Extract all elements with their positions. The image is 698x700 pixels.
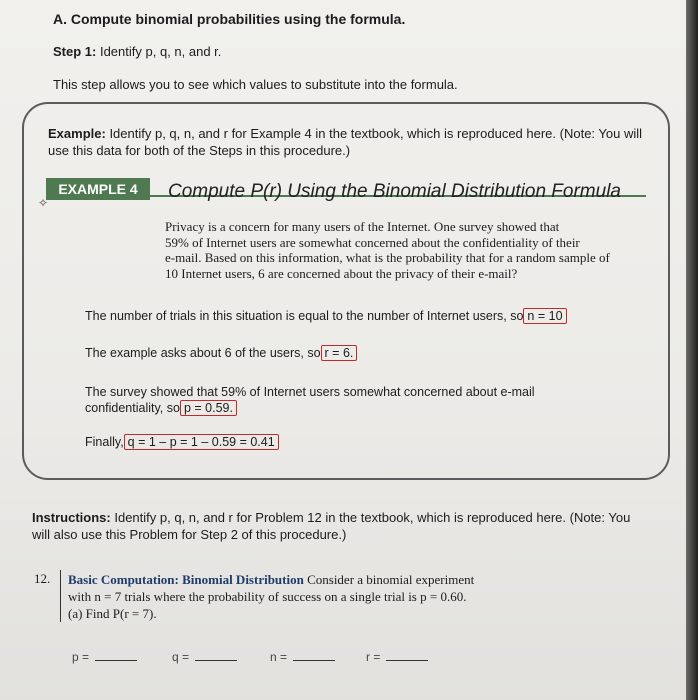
problem-line3: (a) Find P(r = 7). (68, 606, 157, 621)
sparkle-icon: ✧ (38, 196, 49, 210)
survey-answer: p = 0.59. (180, 400, 237, 416)
n-label: n = (270, 650, 288, 664)
r-label: r = (366, 650, 381, 664)
example-intro-line2: use this data for both of the Steps in this procedure.) (48, 143, 351, 158)
problem-text (68, 571, 668, 622)
final-answer: q = 1 – p = 1 – 0.59 = 0.41 (124, 434, 279, 450)
problem-line2: with n = 7 trials where the probability of success on a single trial is p = 0.60. (68, 589, 467, 604)
p-blank[interactable] (95, 660, 137, 661)
survey-line1: The survey showed that 59% of Internet users somewhat concerned about e-mail (85, 385, 535, 399)
problem-divider (60, 570, 61, 622)
instructions-line1: Identify p, q, n, and r for Problem 12 in the textbook, which is reproduced here. (Note: You (114, 510, 631, 525)
p-answer (72, 650, 137, 664)
example-tab: EXAMPLE 4 (46, 178, 150, 200)
problem-number: 12. (34, 571, 51, 586)
q-blank[interactable] (195, 660, 237, 661)
trials-text: The number of trials in this situation is equal to the number of Internet users, so (85, 309, 524, 323)
example-body (165, 219, 655, 281)
example-intro-label: Example: (48, 126, 106, 141)
problem-line1: Consider a binomial experiment (307, 572, 475, 587)
final-text: Finally, (85, 435, 124, 449)
trials-answer: n = 10 (523, 308, 566, 324)
q-answer (172, 650, 237, 664)
page-edge-shadow (686, 0, 698, 700)
example-intro-line1: Identify p, q, n, and r for Example 4 in the textbook, which is reproduced here. (Note: You will (109, 126, 643, 141)
p-label: p = (72, 650, 90, 664)
survey-line2: confidentiality, so (85, 401, 180, 415)
step-text: Identify p, q, n, and r. (99, 44, 222, 59)
users-text: The example asks about 6 of the users, so (85, 346, 321, 360)
users-line (85, 346, 357, 360)
section-title: A. Compute binomial probabilities using the formula. (53, 11, 406, 27)
r-answer (366, 650, 428, 664)
instructions-label: Instructions: (32, 510, 111, 525)
step-intro: This step allows you to see which values to substitute into the formula. (53, 77, 458, 92)
instructions (32, 509, 672, 543)
example-body-line: Privacy is a concern for many users of the Internet. One survey showed that (165, 219, 560, 234)
example-heading: Compute P(r) Using the Binomial Distribution Formula (168, 181, 621, 202)
trials-line (85, 309, 567, 323)
final-line (85, 435, 279, 449)
example-body-line: 10 Internet users, 6 are concerned about the privacy of their e-mail? (165, 265, 518, 281)
problem-title: Basic Computation: Binomial Distribution (68, 572, 304, 587)
r-blank[interactable] (386, 660, 428, 661)
example-body-line: 59% of Internet users are somewhat concerned about the confidentiality of their (165, 234, 580, 250)
example-intro (48, 125, 668, 159)
q-label: q = (172, 650, 190, 664)
example-body-line: e-mail. Based on this information, what is the probability that for a random sample of (165, 250, 610, 265)
instructions-line2: will also use this Problem for Step 2 of this procedure.) (32, 527, 347, 542)
step-label: Step 1: (53, 44, 97, 59)
n-blank[interactable] (293, 660, 335, 661)
survey-text (85, 384, 535, 416)
step-line (53, 44, 221, 59)
n-answer (270, 650, 335, 664)
users-answer: r = 6. (321, 345, 358, 361)
